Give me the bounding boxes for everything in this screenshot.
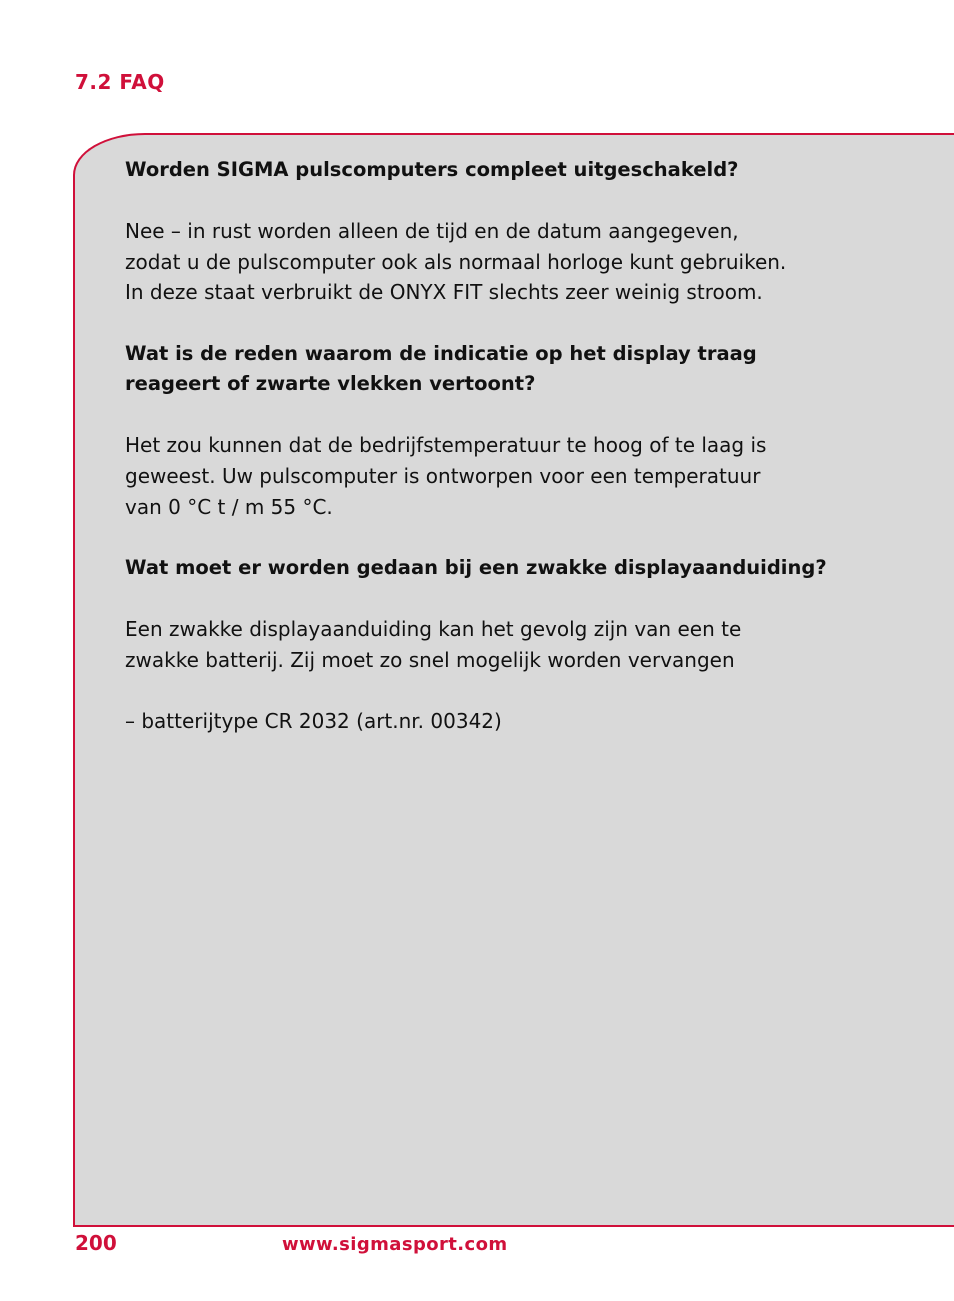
section-title: 7.2 FAQ bbox=[75, 70, 165, 94]
battery-type-note: – batterijtype CR 2032 (art.nr. 00342) bbox=[125, 708, 502, 733]
faq-answer-2-line-3: van 0 °C t / m 55 °C. bbox=[125, 494, 333, 519]
faq-answer-3-line-1: Een zwakke displayaanduiding kan het gevolg zijn van een te bbox=[125, 616, 742, 641]
faq-question-1-text: Worden SIGMA pulscomputers compleet uitgeschakeld? bbox=[125, 158, 739, 181]
faq-question-2-line-1: Wat is de reden waarom de indicatie op het display traag bbox=[125, 341, 757, 365]
faq-question-3-text: Wat moet er worden gedaan bij een zwakke displayaanduiding? bbox=[125, 555, 827, 579]
faq-answer-1 bbox=[125, 216, 845, 308]
faq-question-1 bbox=[125, 155, 845, 186]
faq-question-2-line-2: reageert of zwarte vlekken vertoont? bbox=[125, 372, 536, 396]
faq-question-3 bbox=[125, 553, 845, 584]
faq-question-2 bbox=[125, 339, 845, 400]
faq-answer-3-line-2: zwakke batterij. Zij moet zo snel mogelijk worden vervangen bbox=[125, 647, 735, 672]
faq-answer-1-line-1: Nee – in rust worden alleen de tijd en de datum aangegeven, bbox=[125, 219, 739, 244]
faq-answer-2 bbox=[125, 430, 845, 522]
faq-answer-1-line-3: In deze staat verbruikt de ONYX FIT slechts zeer weinig stroom. bbox=[125, 280, 763, 305]
faq-answer-3 bbox=[125, 614, 845, 675]
faq-answer-3-note bbox=[125, 706, 845, 737]
page-number: 200 bbox=[75, 1231, 117, 1255]
faq-answer-2-line-1: Het zou kunnen dat de bedrijfstemperatuur te hoog of te laag is bbox=[125, 433, 767, 458]
faq-content bbox=[125, 155, 845, 767]
website-link[interactable]: www.sigmasport.com bbox=[282, 1234, 508, 1255]
faq-answer-2-line-2: geweest. Uw pulscomputer is ontworpen voor een temperatuur bbox=[125, 463, 761, 488]
faq-answer-1-line-2: zodat u de pulscomputer ook als normaal horloge kunt gebruiken. bbox=[125, 249, 787, 274]
